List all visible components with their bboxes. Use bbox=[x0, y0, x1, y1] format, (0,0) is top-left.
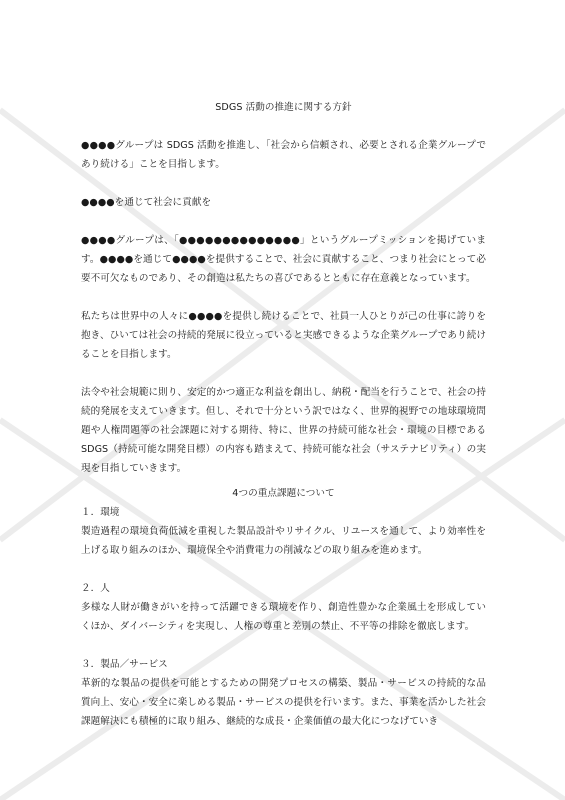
section-title: 4つの重点課題について bbox=[232, 488, 335, 499]
item-heading-environment: １．環境 bbox=[81, 507, 120, 518]
heading-contribution: ●●●●を通じて社会に貢献を bbox=[81, 197, 212, 208]
item-heading-products: ３．製品／サービス bbox=[81, 659, 168, 670]
sustainability-paragraph: 法令や社会規範に則り、安定的かつ適正な利益を創出し、納税・配当を行うことで、社会の持続的発展を支えていきます。但し、それで十分という訳ではなく、世界的視野での地球環境問題や人権問題等の社会課題に対する期待、特に、世界の持続可能な社会・環境の目標である SDGS（持続可能な開発目標）の内容も踏まえて、持続可能な社会（サステナビリティ）の実現を目指していきます。 bbox=[81, 387, 486, 474]
item-text-products: 革新的な製品の提供を可能とするための開発プロセスの構築、製品・サービスの持続的な品質向上、安心・安全に楽しめる製品・サービスの提供を行います。また、事業を活かした社会課題解決にも積極的に取り組み、継続的な成長・企業価値の最大化につなげていき bbox=[81, 678, 486, 727]
item-text-environment: 製造過程の環境負荷低減を重視した製品設計やリサイクル、リユースを通して、より効率性を上げる取り組みのほか、環境保全や消費電力の削減などの取り組みを進めます。 bbox=[81, 526, 486, 556]
document-title: SDGS 活動の推進に関する方針 bbox=[215, 102, 352, 113]
document-body bbox=[81, 98, 486, 731]
item-text-people: 多様な人財が働きがいを持って活躍できる環境を作り、創造性豊かな企業風土を形成していくほか、ダイバーシティを実現し、人権の尊重と差別の禁止、不平等の排除を徹底します。 bbox=[81, 602, 486, 632]
employees-paragraph: 私たちは世界中の人々に●●●●を提供し続けることで、社員一人ひとりが己の仕事に誇りを抱き、ひいては社会の持続的発展に役立っていると実感できるような企業グループであり続けることを目指します。 bbox=[81, 311, 486, 360]
intro-paragraph: ●●●●グループは SDGS 活動を推進し、「社会から信頼され、必要とされる企業グループであり続ける」ことを目指します。 bbox=[81, 140, 486, 170]
item-heading-people: ２．人 bbox=[81, 583, 110, 594]
mission-paragraph: ●●●●グループは、「●●●●●●●●●●●●●●」というグループミッションを掲げています。●●●●を通じて●●●●を提供することで、社会に貢献すること、つまり社会にとって必要不可欠なものであり、その創造は私たちの喜びであるとともに存在意義となっています。 bbox=[81, 235, 486, 284]
